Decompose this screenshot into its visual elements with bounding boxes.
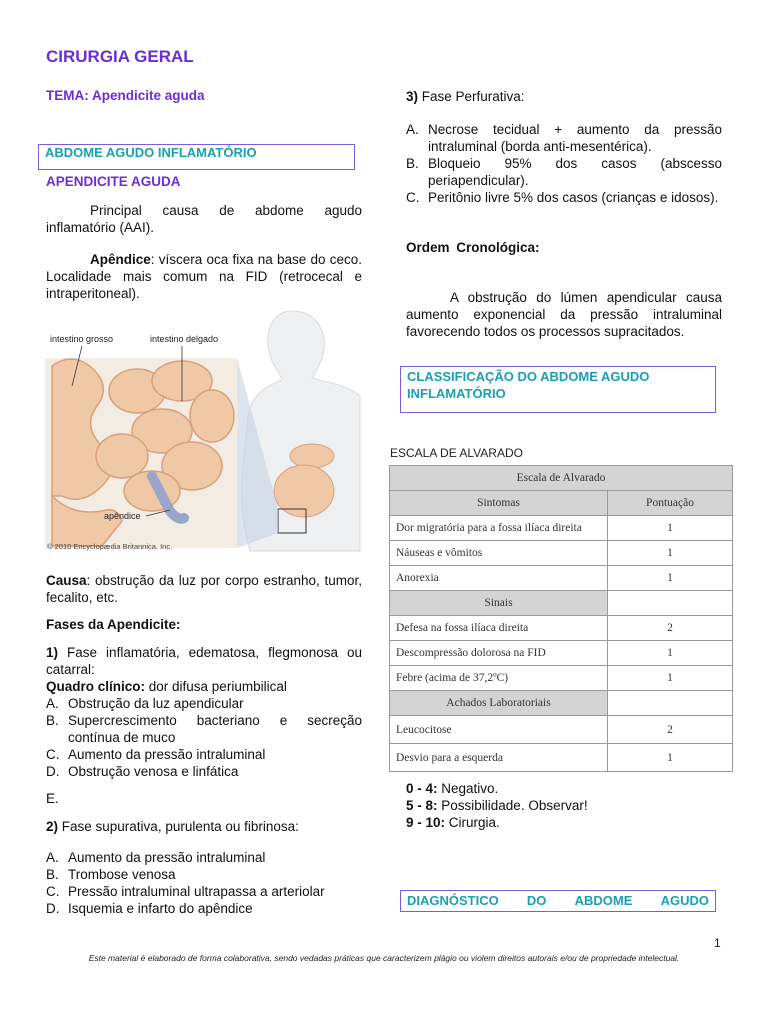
- alvarado-table: [389, 465, 733, 772]
- topic-line: TEMA: Apendicite aguda: [46, 88, 205, 103]
- label-apendice: apêndice: [104, 511, 141, 521]
- quadro-text: dor difusa periumbilical: [145, 679, 287, 694]
- list-item: C. Pressão intraluminal ultrapassa a arteriolar: [46, 884, 325, 899]
- fase2-text: Fase supurativa, purulenta ou fibrinosa:: [58, 819, 299, 834]
- list-item: B. Bloqueio 95% dos casos (abscesso periapendicular).: [406, 156, 722, 188]
- table-row: Náuseas e vômitos 1: [390, 541, 733, 566]
- table-row: Leucocitose 2: [390, 716, 733, 744]
- table-row: Febre (acima de 37,2ºC) 1: [390, 666, 733, 691]
- label-intestino-delgado: intestino delgado: [150, 334, 219, 344]
- quadro-label: Quadro clínico:: [46, 679, 146, 694]
- causa-paragraph: [46, 572, 362, 606]
- list-item: B. Trombose venosa: [46, 867, 176, 882]
- apendice-paragraph: [46, 251, 362, 302]
- list-item: A. Obstrução da luz apendicular: [46, 696, 244, 711]
- section-box-abdome-agudo: [38, 144, 355, 170]
- page-number: 1: [714, 936, 721, 950]
- list-item: D. Obstrução venosa e linfática: [46, 764, 239, 779]
- quadro-clinico: [46, 678, 362, 695]
- list-item: A. Necrose tecidual + aumento da pressão intraluminal (borda anti-mesentérica).: [406, 122, 722, 154]
- fase3-number: 3): [406, 89, 419, 104]
- fase1-extra-item: E.: [46, 791, 59, 806]
- causa-text: : obstrução da luz por corpo estranho, tumor, fecalito, etc.: [46, 573, 362, 605]
- table-title: Escala de Alvarado: [390, 466, 733, 491]
- section-box-label: CLASSIFICAÇÃO DO ABDOME AGUDO INFLAMATÓRIO: [407, 369, 650, 401]
- intro-paragraph: Principal causa de abdome agudo inflamatório (AAI).: [46, 203, 362, 235]
- fase3-heading: [406, 88, 525, 105]
- table-row: Descompressão dolorosa na FID 1: [390, 641, 733, 666]
- page-title: CIRURGIA GERAL: [46, 47, 194, 66]
- col-header-pontuacao: Pontuação: [608, 491, 733, 516]
- footer-disclaimer: Este material é elaborado de forma colaborativa, sendo vedadas práticas que caracterizem plágio ou violem direitos autorais e/ou de propriedade intelectual.: [88, 953, 680, 963]
- section-box-classificacao: [400, 366, 716, 413]
- score-item: 5 - 8: Possibilidade. Observar!: [406, 798, 588, 813]
- causa-label: Causa: [46, 573, 87, 588]
- table-row: Desvio para a esquerda 1: [390, 744, 733, 772]
- list-item: A. Aumento da pressão intraluminal: [46, 850, 266, 865]
- fase3-text: Fase Perfurativa:: [418, 89, 525, 104]
- ordem-title: Ordem Cronológica:: [406, 240, 540, 255]
- label-intestino-grosso: intestino grosso: [50, 334, 114, 344]
- subtitle: APENDICITE AGUDA: [46, 174, 181, 189]
- fase1-text: Fase inflamatória, edematosa, flegmonosa ou catarral:: [46, 645, 362, 677]
- section-box-word: DIAGNÓSTICO: [407, 893, 499, 908]
- section-box-word: ABDOME: [574, 893, 633, 908]
- section-box-diagnostico: [400, 890, 716, 912]
- fase3-list: [406, 121, 722, 206]
- table-row: Anorexia 1: [390, 566, 733, 591]
- group-header-sinais: Sinais: [390, 591, 608, 616]
- fase2-list: [46, 849, 362, 917]
- fase1-number: 1): [46, 645, 59, 660]
- fase2-heading: [46, 818, 362, 835]
- fase1-heading: [46, 644, 362, 678]
- table-row: Defesa na fossa ilíaca direita 2: [390, 616, 733, 641]
- escala-label: ESCALA DE ALVARADO: [390, 446, 523, 460]
- fase2-number: 2): [46, 819, 59, 834]
- figure-copyright: © 2010 Encyclopædia Britannica, Inc.: [47, 542, 173, 551]
- fase1-list: [46, 695, 362, 780]
- list-item: B. Supercrescimento bacteriano e secreção contínua de muco: [46, 713, 362, 745]
- apendice-label: Apêndice: [90, 252, 151, 267]
- fases-title: Fases da Apendicite:: [46, 617, 181, 632]
- section-box-word: DO: [526, 893, 547, 908]
- list-item: C. Peritônio livre 5% dos casos (crianças e idosos).: [406, 190, 719, 205]
- section-box-word: AGUDO: [660, 893, 709, 908]
- group-header-laboratoriais: Achados Laboratoriais: [390, 691, 608, 716]
- list-item: D. Isquemia e infarto do apêndice: [46, 901, 253, 916]
- score-list: [406, 780, 588, 831]
- table-row: Dor migratória para a fossa ilíaca direita 1: [390, 516, 733, 541]
- apendice-text: : víscera oca fixa na base do ceco. Localidade mais comum na FID (retrocecal e intraperitoneal).: [46, 252, 362, 301]
- list-item: C. Aumento da pressão intraluminal: [46, 747, 266, 762]
- score-item: 0 - 4: Negativo.: [406, 781, 499, 796]
- score-item: 9 - 10: Cirurgia.: [406, 815, 500, 830]
- anatomy-figure: [42, 306, 362, 556]
- col-header-sintomas: Sintomas: [390, 491, 608, 516]
- section-box-label: ABDOME AGUDO INFLAMATÓRIO: [45, 145, 257, 160]
- ordem-paragraph: A obstrução do lúmen apendicular causa aumento exponencial da pressão intraluminal favorecendo todos os processos supracitados.: [406, 290, 722, 339]
